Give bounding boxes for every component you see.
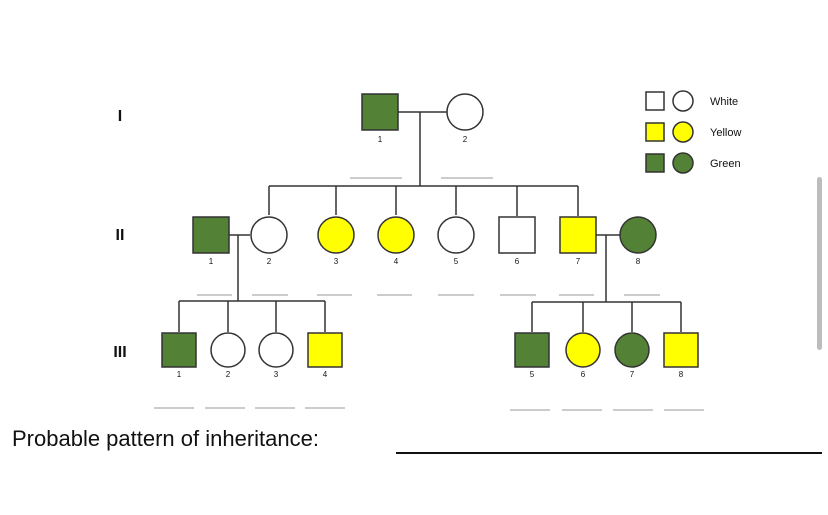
legend-square-yellow (646, 123, 664, 141)
male-square-III-4 (308, 333, 342, 367)
male-square-II-6 (499, 217, 535, 253)
female-circle-III-2 (211, 333, 245, 367)
individual-number: 3 (333, 257, 339, 266)
answer-line[interactable] (396, 452, 822, 454)
female-circle-II-2 (251, 217, 287, 253)
individual-number: 7 (629, 370, 635, 379)
inheritance-question: Probable pattern of inheritance: (12, 426, 319, 451)
individual-number: 2 (266, 257, 272, 266)
male-square-III-8 (664, 333, 698, 367)
female-circle-II-4 (378, 217, 414, 253)
legend-square-green (646, 154, 664, 172)
individual-number: 5 (529, 370, 535, 379)
individual-number: 4 (322, 370, 328, 379)
legend-label-white: White (710, 96, 739, 108)
legend (646, 91, 741, 173)
legend-square-white (646, 92, 664, 110)
legend-circle-yellow (673, 122, 693, 142)
generation-label-I: I (117, 108, 123, 125)
male-square-III-5 (515, 333, 549, 367)
individual-number: 5 (453, 257, 459, 266)
individual-number: 1 (208, 257, 214, 266)
generation-label-II: II (115, 227, 125, 244)
individual-number: 4 (393, 257, 399, 266)
female-circle-III-6 (566, 333, 600, 367)
individual-number: 7 (575, 257, 581, 266)
scrollbar[interactable] (817, 177, 822, 350)
legend-circle-green (673, 153, 693, 173)
female-circle-III-7 (615, 333, 649, 367)
individuals (162, 94, 698, 379)
female-circle-II-8 (620, 217, 656, 253)
female-circle-III-3 (259, 333, 293, 367)
individual-number: 6 (514, 257, 520, 266)
legend-label-green: Green (710, 158, 741, 170)
individual-number: 3 (273, 370, 279, 379)
individual-number: 2 (225, 370, 231, 379)
female-circle-I-2 (447, 94, 483, 130)
individual-number: 1 (176, 370, 182, 379)
generation-label-III: III (113, 344, 127, 361)
female-circle-II-3 (318, 217, 354, 253)
pedigree-lines (179, 112, 681, 332)
male-square-III-1 (162, 333, 196, 367)
male-square-I-1 (362, 94, 398, 130)
male-square-II-7 (560, 217, 596, 253)
individual-number: 8 (635, 257, 641, 266)
individual-number: 1 (377, 135, 383, 144)
legend-circle-white (673, 91, 693, 111)
individual-number: 8 (678, 370, 684, 379)
individual-number: 2 (462, 135, 468, 144)
legend-label-yellow: Yellow (710, 127, 742, 139)
individual-number: 6 (580, 370, 586, 379)
female-circle-II-5 (438, 217, 474, 253)
male-square-II-1 (193, 217, 229, 253)
answer-blanks (154, 178, 704, 410)
